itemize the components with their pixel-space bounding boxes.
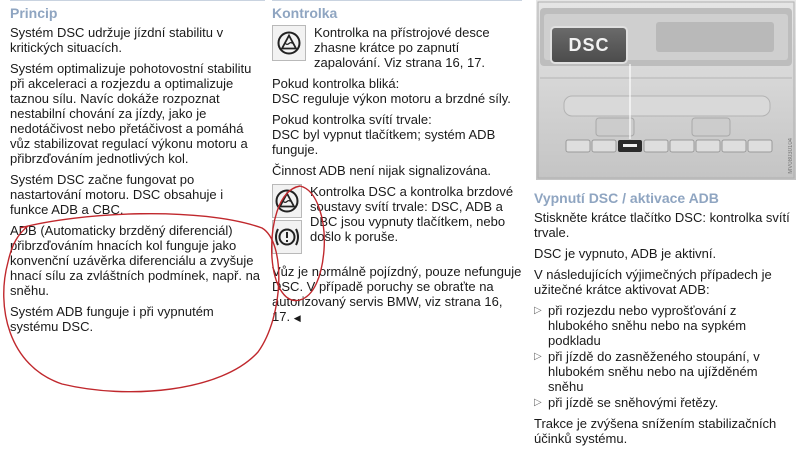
indicator-icon-stack xyxy=(272,184,302,256)
column-kontrolka xyxy=(272,0,522,332)
dsc-warning-lamp-icon xyxy=(272,184,302,218)
list-item: ▷ při rozjezdu nebo vyprošťování z hlubokého sněhu nebo na sypkém podkladu xyxy=(534,303,796,348)
dsc-button-label: DSC xyxy=(550,26,628,64)
princip-paragraph-1: Systém DSC udržuje jízdní stabilitu v kritických situacích. xyxy=(10,25,224,55)
dsc-button-photo xyxy=(536,0,796,180)
vypnuti-paragraph-4: Trakce je zvýšena snížením stabilizačních účinků systému. xyxy=(534,416,777,446)
list-item: ▷ při jízdě se sněhovými řetězy. xyxy=(534,395,796,410)
vypnuti-paragraph-3: V následujících výjimečných případech je užitečné krátce aktivovat ADB: xyxy=(534,267,772,297)
kontrolka-paragraph-adb: Činnost ADB není nijak signalizována. xyxy=(272,163,491,178)
column-princip xyxy=(10,0,265,340)
kontrolka-paragraph-1: Kontrolka na přístrojové desce zhasne krátce po zapnutí zapalování. Viz strana 16, 17. xyxy=(314,25,490,70)
vypnuti-paragraph-1: Stiskněte krátce tlačítko DSC: kontrolka svítí trvale. xyxy=(534,210,790,240)
vypnuti-paragraph-2: DSC je vypnuto, ADB je aktivní. xyxy=(534,246,717,261)
heading-princip: Princip xyxy=(10,0,265,25)
kontrolka-paragraph-blinks: Pokud kontrolka bliká: DSC reguluje výkon motoru a brzdné síly. xyxy=(272,76,511,106)
heading-kontrolka: Kontrolka xyxy=(272,0,522,25)
indicator-row-dsc-brake xyxy=(272,184,522,256)
heading-vypnuti: Vypnutí DSC / aktivace ADB xyxy=(534,190,719,206)
kontrolka-paragraph-steady: Pokud kontrolka svítí trvale: DSC byl vypnut tlačítkem; systém ADB funguje. xyxy=(272,112,496,157)
indicator-row-dsc xyxy=(272,25,522,70)
brake-warning-lamp-icon xyxy=(272,220,302,254)
kontrolka-paragraph-service xyxy=(272,264,522,326)
list-item: ▷ při jízdě do zasněženého stoupání, v hlubokém sněhu nebo na ujížděném sněhu xyxy=(534,349,796,394)
princip-paragraph-3: Systém DSC začne fungovat po nastartování motoru. DSC obsahuje i funkce ADB a CBC. xyxy=(10,172,224,217)
photo-code: MV08030104 xyxy=(788,138,794,174)
kontrolka-paragraph-service-text: Vůz je normálně pojízdný, pouze nefunguje DSC. V případě poruchy se obraťte na autorizovaný servis BMW, viz strana 16, 17. xyxy=(272,264,522,324)
princip-paragraph-2: Systém optimalizuje pohotovostní stabilitu při akceleraci a rozjezdu a optimalizuje taznou sílu. Navíc dokáže rozpoznat nestabilní chování za jízdy, jako je nedotáčivost nebo přetáčivost a pomáhá vůz stabilizovat regulací výkonu motoru a přibrzďováním jednotlivých kol. xyxy=(10,61,252,166)
kontrolka-paragraph-dsc-brake: Kontrolka DSC a kontrolka brzdové soustavy svítí trvale: DSC, ADB a DBC jsou vypnuty tlačítkem, nebo došlo k poruše. xyxy=(310,184,514,244)
dsc-warning-lamp-icon xyxy=(272,25,306,61)
end-mark-icon: ◀ xyxy=(293,313,301,323)
princip-paragraph-adb: ADB (Automaticky brzděný diferenciál) přibrzďováním hnacích kol funguje jako konvenční uzávěrka diferenciálu a zvyšuje hnací sílu za zvláštních podmínek, např. na sněhu. xyxy=(10,223,261,298)
princip-paragraph-5: Systém ADB funguje i při vypnutém systému DSC. xyxy=(10,304,214,334)
column-vypnuti xyxy=(534,186,796,452)
vypnuti-bullet-list xyxy=(534,303,796,410)
